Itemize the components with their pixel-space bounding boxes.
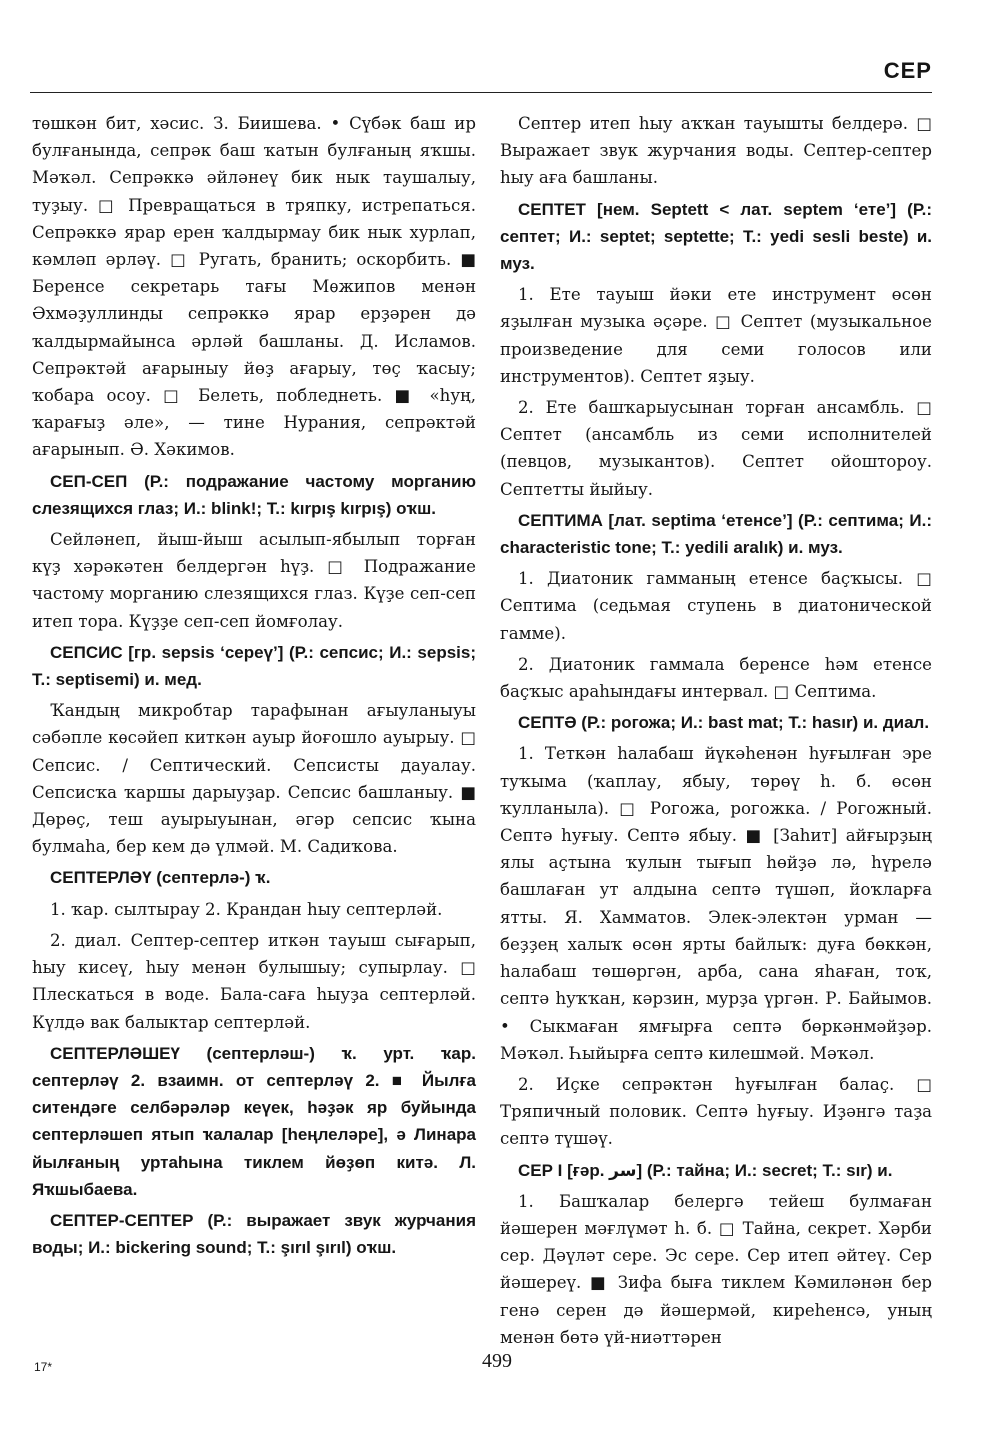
- entry-paragraph: 1. ҡар. сылтырау 2. Крандан һыу септерләй.: [50, 899, 443, 919]
- entry-paragraph: 1. Башҡалар белергә тейеш булмаған йәшерен мәғлүмәт һ. б. □ Тайна, секрет. Хәрби сер. Дәүләт сере. Эс сере. Сер итеп әйтеү. Сер йәшереү. ■ Зифа быға тиклем Кәмиләнән бер генә серен дә йәшермәй, киреһенсә, уның менән бөтә үй-ниәттәрен: [500, 1191, 932, 1347]
- entry-paragraph: Сейләнеп, йыш-йыш асылып-ябылып торған күҙ хәрәкәтен белдергән һүҙ. □ Подражание частому морганию слезящихся глаз. Күҙе сеп-сеп итеп тора. Күҙҙе сеп-сеп йомғолау.: [32, 530, 476, 631]
- running-head: СЕР: [883, 58, 932, 83]
- signature-mark: 17*: [34, 1360, 53, 1374]
- right-column: [500, 110, 932, 1355]
- entry-paragraph: 2. Иҫке сепрәктән һуғылған балаҫ. □ Тряпичный половик. Септә һуғыу. Иҙәнгә таҙа септә түшәү.: [500, 1074, 932, 1149]
- entry-headword-line: СЕПТЕРЛӘШЕҮ (септерләш-) ҡ. урт. ҡар. септерләү 2. взаимн. от септерләү 2. ■ Йылға ситендәге селбәрәләр кеүек, һәҙәк яр буйында септерләшеп ятып ҡалалар [һеңлеләре], ә Линара йылғаның уртаһына тиклем йөҙөп китә. Л. Яҡшыбаева.: [32, 1043, 476, 1199]
- entry-headword-line: СЕПТЕТ [нем. Septett < лат. septem ‘ете’] (Р.: септет; И.: septet; septette; Т.: yedi sesli beste) и. муз.: [500, 199, 932, 274]
- entry-headword-line: СЕР I [ғәр. سر] (Р.: тайна; И.: secret; Т.: sır) и.: [518, 1160, 893, 1180]
- entry-headword-line: СЕПТЕРЛӘҮ (септерлә-) ҡ.: [50, 868, 271, 888]
- left-column: [32, 110, 476, 1265]
- entry-paragraph: 1. Ете тауыш йәки ете инструмент өсөн яҙылған музыка әҫәре. □ Септет (музыкальное произведение для семи голосов или инструментов). Септет яҙыу.: [500, 285, 932, 386]
- entry-headword-line: СЕПСИС [гр. sepsis ‘сереү’] (Р.: сепсис; И.: sepsis; Т.: septisemi) и. мед.: [32, 642, 476, 690]
- entry-paragraph: Ҡандың микробтар тарафынан ағыуланыуы сәбәпле кѳсәйеп киткән ауыр йоғошло ауырыу. □ Сепсис. / Септический. Сепсисты дауалау. Сепсисҡа ҡаршы дарыуҙар. Сепсис башланыу. ■ Дөрөҫ, теш ауырыуынан, әгәр сепсис ҡына булмаһа, бер кем дә үлмәй. М. Садиҡова.: [32, 701, 476, 857]
- entry-paragraph: Септер итеп һыу аҡҡан тауышты белдерә. □ Выражает звук журчания воды. Септер-септер һыу аға башланы.: [500, 114, 932, 188]
- entry-headword-line: СЕПТӘ (Р.: рогожа; И.: bast mat; Т.: hasır) и. диал.: [518, 713, 930, 733]
- page-number: 499: [482, 1350, 512, 1372]
- entry-paragraph: тѳшкән бит, хәсис. З. Биишева. • Сүбәк баш ир булғанында, сепрәк баш ҡатын булғаның яҡшы. Мәҡәл. Сепрәккә әйләнеү бик нык таушалыу, туҙыу. □ Превращаться в тряпку, истрепаться. Сепрәккә ярар ерен ҡалдырмау бик нык хурлап, кәмләп әрләү. □ Ругать, бранить; оскорбить. ■ Беренсе секретарь тағы Мѳжипов менән Әхмәҙуллинды сепрәккә ярар ерҙәрен дә ҡалдырмайынса әрләй башланы. Д. Исламов. Сепрәктәй ағарыныу йөҙ ағарыу, төҫ ҡасыу; ҡобара осоу. □ Белеть, побледнеть. ■ «һуң, ҡарағыҙ әле», — тине Нурания, сепрәктәй ағарынып. Ә. Хәкимов.: [32, 114, 476, 460]
- entry-paragraph: 2. Диатоник гаммала беренсе һәм етенсе баҫҡыс араһындағы интервал. □ Септима.: [500, 654, 932, 702]
- entry-paragraph: 1. Диатоник гамманың етенсе баҫҡысы. □ Септима (седьмая ступень в диатонической гамме).: [500, 569, 932, 643]
- entry-headword-line: СЕПТЕР-СЕПТЕР (Р.: выражает звук журчания воды; И.: bickering sound; Т.: şırıl şırıl) оҡш.: [32, 1210, 476, 1258]
- entry-headword-line: СЕП-СЕП (Р.: подражание частому морганию слезящихся глаз; И.: blink!; Т.: kırpış kırpış) оҡш.: [32, 471, 476, 518]
- entry-paragraph: 2. Ете башҡарыусынан торған ансамбль. □ Септет (ансамбль из семи исполнителей (певцов, музыкантов). Септет ойоштороу. Септетты йыйыу.: [500, 398, 932, 499]
- entry-paragraph: 2. диал. Септер-септер иткән тауыш сығарып, һыу кисеү, һыу менән булышыу; супырлау. □ Плескаться в воде. Бала-саға һыуҙа септерләй. Күлдә вак балыктар септерләй.: [32, 930, 476, 1032]
- entry-paragraph: 1. Теткән һалабаш йүкәһенән һуғылған эре туҡыма (ҡаплау, ябыу, төрөү һ. б. өсөн ҡулланыла). □ Рогожа, рогожка. / Рогожный. Септә һуғыу. Септә ябыу. ■ [Заһит] айғырҙың ялы аҫтына ҡулын тығып һөйҙә лә, һүрелә башлаған ут алдына септә түшәп, йоҡларға ятты. Я. Хамматов. Элек-электән урман — беҙҙең халыҡ өсөн ярты байлыҡ: дуға бөккән, һалабаш төшөргән, арба, сана яһаған, тоҡ, септә һуҡҡан, кәрзин, мурҙа үргән. Р. Байымов. • Сыкмаған ямғырға септә бөркәнмәйҙәр. Мәҡәл. Һыйырға септә килешмәй. Мәҡәл.: [500, 744, 932, 1063]
- entry-headword-line: СЕПТИМА [лат. septima ‘етенсе’] (Р.: септима; И.: characteristic tone; Т.: yedili aralık) и. муз.: [500, 510, 932, 558]
- header-rule: [30, 92, 932, 93]
